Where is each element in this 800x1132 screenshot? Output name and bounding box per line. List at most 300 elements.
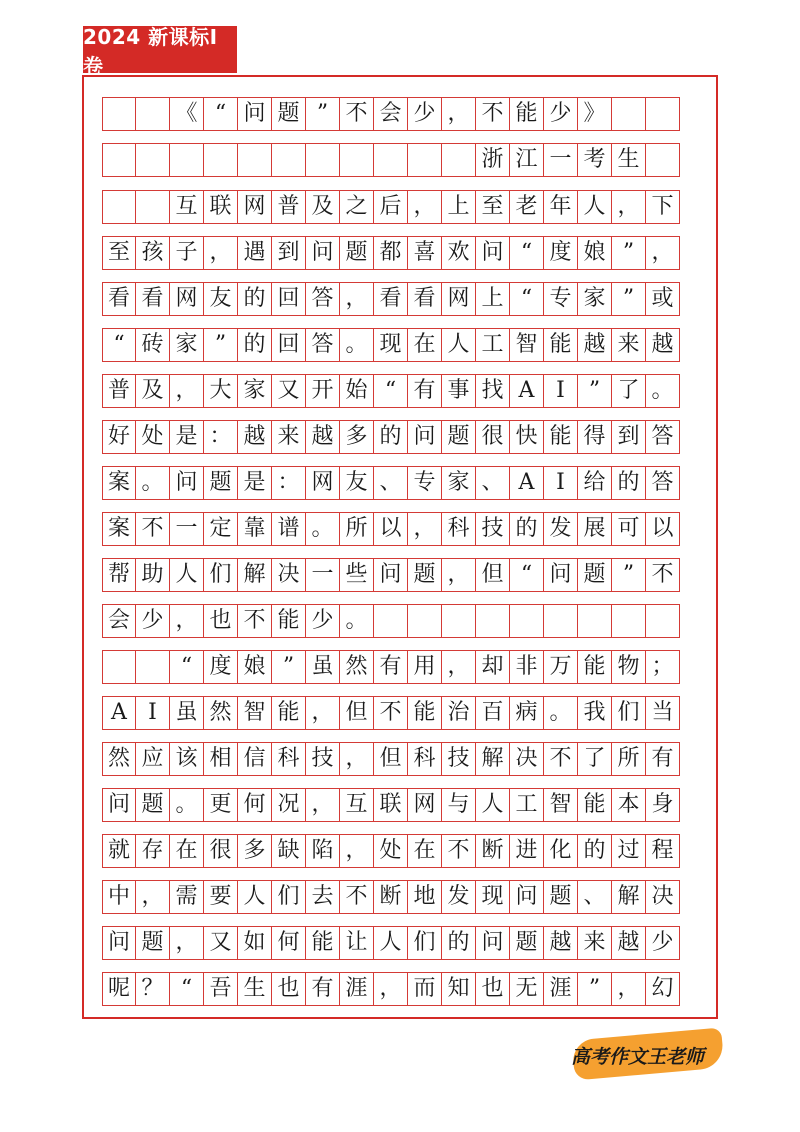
grid-cell: 娘 [238, 650, 272, 684]
grid-cell: ” [204, 328, 238, 362]
grid-cell: 是 [170, 420, 204, 454]
grid-cell: 可 [612, 512, 646, 546]
grid-cell: 来 [612, 328, 646, 362]
grid-cell: 越 [612, 926, 646, 960]
grid-cell: 发 [544, 512, 578, 546]
grid-cell: 们 [408, 926, 442, 960]
grid-cell [442, 143, 476, 177]
grid-cell: 江 [510, 143, 544, 177]
grid-cell: 虽 [306, 650, 340, 684]
grid-cell: 浙 [476, 143, 510, 177]
grid-cell: “ [510, 558, 544, 592]
grid-cell: 处 [374, 834, 408, 868]
grid-cell: 应 [136, 742, 170, 776]
grid-cell: 家 [238, 374, 272, 408]
grid-cell: 联 [374, 788, 408, 822]
grid-cell: 答 [646, 466, 680, 500]
grid-cell: 专 [544, 282, 578, 316]
grid-cell: ， [340, 834, 374, 868]
grid-cell: 陷 [306, 834, 340, 868]
grid-cell: “ [170, 650, 204, 684]
grid-cell [408, 143, 442, 177]
grid-cell: 展 [578, 512, 612, 546]
grid-cell: 何 [272, 926, 306, 960]
grid-cell: 喜 [408, 236, 442, 270]
grid-cell: 遇 [238, 236, 272, 270]
grid-cell: 工 [510, 788, 544, 822]
grid-cell: 况 [272, 788, 306, 822]
grid-row [102, 236, 698, 272]
grid-cell: 知 [442, 972, 476, 1006]
grid-cell: 但 [374, 742, 408, 776]
grid-cell: 答 [646, 420, 680, 454]
grid-cell: 进 [510, 834, 544, 868]
grid-cell: 们 [612, 696, 646, 730]
grid-cell: 所 [340, 512, 374, 546]
grid-cell: 工 [476, 328, 510, 362]
grid-cell: 题 [340, 236, 374, 270]
grid-cell: 、 [476, 466, 510, 500]
grid-cell: 看 [102, 282, 136, 316]
grid-cell: ， [204, 236, 238, 270]
grid-cell: 问 [476, 236, 510, 270]
grid-cell: 能 [272, 604, 306, 638]
grid-cell [136, 143, 170, 177]
grid-cell: 我 [578, 696, 612, 730]
grid-cell: 技 [442, 742, 476, 776]
grid-cell [476, 604, 510, 638]
watermark [565, 1030, 725, 1080]
grid-cell: 越 [238, 420, 272, 454]
grid-cell: 问 [510, 880, 544, 914]
grid-cell: ； [646, 650, 680, 684]
grid-cell: 地 [408, 880, 442, 914]
grid-cell [374, 143, 408, 177]
grid-cell: 的 [612, 466, 646, 500]
grid-cell: 不 [340, 97, 374, 131]
grid-row [102, 97, 698, 133]
grid-cell: ， [136, 880, 170, 914]
grid-cell [102, 97, 136, 131]
grid-cell: 又 [272, 374, 306, 408]
grid-cell: 事 [442, 374, 476, 408]
grid-cell: 能 [544, 420, 578, 454]
grid-cell: 能 [578, 788, 612, 822]
grid-cell: 。 [306, 512, 340, 546]
grid-cell: ” [612, 236, 646, 270]
grid-cell: 不 [340, 880, 374, 914]
grid-cell: 大 [204, 374, 238, 408]
grid-cell: 友 [340, 466, 374, 500]
grid-cell: 靠 [238, 512, 272, 546]
grid-cell: 以 [646, 512, 680, 546]
grid-cell: 虽 [170, 696, 204, 730]
grid-cell: 会 [102, 604, 136, 638]
grid-cell: 治 [442, 696, 476, 730]
grid-cell: 会 [374, 97, 408, 131]
grid-cell: 以 [374, 512, 408, 546]
grid-cell: 解 [238, 558, 272, 592]
grid-cell: 生 [612, 143, 646, 177]
grid-cell: 信 [238, 742, 272, 776]
grid-cell [170, 143, 204, 177]
grid-cell: 家 [170, 328, 204, 362]
grid-cell: 专 [408, 466, 442, 500]
grid-cell: 下 [646, 190, 680, 224]
grid-cell: 案 [102, 512, 136, 546]
grid-cell: 。 [544, 696, 578, 730]
grid-cell: 解 [612, 880, 646, 914]
grid-cell: 开 [306, 374, 340, 408]
grid-row [102, 650, 698, 686]
grid-cell [340, 143, 374, 177]
grid-cell: 来 [272, 420, 306, 454]
grid-cell: 至 [476, 190, 510, 224]
grid-cell: 物 [612, 650, 646, 684]
grid-cell: 幻 [646, 972, 680, 1006]
grid-cell: I [544, 466, 578, 500]
grid-cell: 年 [544, 190, 578, 224]
grid-cell: 题 [442, 420, 476, 454]
grid-cell: 何 [238, 788, 272, 822]
grid-cell: 始 [340, 374, 374, 408]
grid-cell [578, 604, 612, 638]
grid-cell: 人 [442, 328, 476, 362]
grid-cell: 问 [238, 97, 272, 131]
grid-cell: 不 [544, 742, 578, 776]
grid-cell: 所 [612, 742, 646, 776]
grid-cell: 要 [204, 880, 238, 914]
grid-cell: 科 [408, 742, 442, 776]
grid-cell: 生 [238, 972, 272, 1006]
grid-cell: 不 [476, 97, 510, 131]
grid-cell: ， [170, 926, 204, 960]
grid-cell: “ [510, 236, 544, 270]
grid-cell: 非 [510, 650, 544, 684]
grid-cell: 家 [578, 282, 612, 316]
grid-row [102, 143, 698, 179]
grid-cell: 存 [136, 834, 170, 868]
grid-cell: 不 [442, 834, 476, 868]
grid-row [102, 742, 698, 778]
grid-cell: 普 [272, 190, 306, 224]
grid-cell [102, 650, 136, 684]
grid-cell: ， [442, 97, 476, 131]
grid-cell: 互 [340, 788, 374, 822]
grid-cell: 决 [646, 880, 680, 914]
watermark-text: 高考作文王老师 [571, 1046, 705, 1068]
grid-cell: 然 [102, 742, 136, 776]
grid-cell: 少 [544, 97, 578, 131]
grid-cell: 如 [238, 926, 272, 960]
grid-cell: 网 [238, 190, 272, 224]
grid-cell: 得 [578, 420, 612, 454]
grid-cell: 却 [476, 650, 510, 684]
grid-cell: 的 [374, 420, 408, 454]
grid-cell: 断 [374, 880, 408, 914]
grid-cell: “ [510, 282, 544, 316]
grid-row [102, 926, 698, 962]
grid-cell: 人 [476, 788, 510, 822]
grid-cell: ？ [136, 972, 170, 1006]
grid-cell: ， [306, 696, 340, 730]
grid-cell: 看 [374, 282, 408, 316]
grid-row [102, 466, 698, 502]
grid-cell: 百 [476, 696, 510, 730]
grid-cell: 呢 [102, 972, 136, 1006]
grid-row [102, 604, 698, 640]
grid-cell: 也 [476, 972, 510, 1006]
grid-cell: ， [442, 558, 476, 592]
grid-cell [136, 190, 170, 224]
grid-cell: 。 [170, 788, 204, 822]
grid-cell: 上 [476, 282, 510, 316]
grid-cell: 身 [646, 788, 680, 822]
grid-cell [136, 97, 170, 131]
grid-cell: 了 [612, 374, 646, 408]
grid-cell: 人 [238, 880, 272, 914]
grid-cell [510, 604, 544, 638]
grid-cell: 一 [544, 143, 578, 177]
grid-cell [646, 604, 680, 638]
grid-cell: 科 [442, 512, 476, 546]
grid-cell: 不 [374, 696, 408, 730]
grid-cell: 去 [306, 880, 340, 914]
grid-cell: 需 [170, 880, 204, 914]
grid-cell: 让 [340, 926, 374, 960]
grid-cell: 来 [578, 926, 612, 960]
grid-cell: A [510, 374, 544, 408]
grid-cell: ， [646, 236, 680, 270]
grid-cell: 能 [306, 926, 340, 960]
grid-cell: 题 [544, 880, 578, 914]
grid-cell: ， [374, 972, 408, 1006]
grid-cell: 用 [408, 650, 442, 684]
grid-cell [544, 604, 578, 638]
grid-cell: 解 [476, 742, 510, 776]
grid-cell: 问 [306, 236, 340, 270]
grid-cell: 问 [544, 558, 578, 592]
grid-cell: 题 [510, 926, 544, 960]
grid-cell: 度 [204, 650, 238, 684]
grid-cell: 问 [476, 926, 510, 960]
grid-cell: 娘 [578, 236, 612, 270]
grid-row [102, 282, 698, 318]
grid-cell: 也 [272, 972, 306, 1006]
grid-cell: 中 [102, 880, 136, 914]
grid-cell: 题 [272, 97, 306, 131]
grid-cell: 、 [578, 880, 612, 914]
grid-cell: 答 [306, 328, 340, 362]
grid-cell [612, 604, 646, 638]
grid-cell: 很 [476, 420, 510, 454]
grid-cell: 然 [204, 696, 238, 730]
grid-cell: ， [612, 972, 646, 1006]
grid-cell: 《 [170, 97, 204, 131]
grid-cell: 、 [374, 466, 408, 500]
grid-cell [204, 143, 238, 177]
grid-cell: 更 [204, 788, 238, 822]
grid-cell: 当 [646, 696, 680, 730]
grid-cell: 。 [646, 374, 680, 408]
grid-cell: 本 [612, 788, 646, 822]
grid-cell: 涯 [340, 972, 374, 1006]
grid-row [102, 558, 698, 594]
grid-cell [238, 143, 272, 177]
grid-cell: 智 [238, 696, 272, 730]
grid-cell [646, 97, 680, 131]
grid-cell: 也 [204, 604, 238, 638]
grid-cell: 题 [204, 466, 238, 500]
grid-cell: 的 [578, 834, 612, 868]
grid-cell: 但 [476, 558, 510, 592]
grid-cell: 越 [306, 420, 340, 454]
grid-cell: 网 [442, 282, 476, 316]
grid-cell: 都 [374, 236, 408, 270]
grid-cell: 了 [578, 742, 612, 776]
grid-row [102, 788, 698, 824]
grid-cell: 智 [510, 328, 544, 362]
grid-cell: 能 [272, 696, 306, 730]
grid-cell: 吾 [204, 972, 238, 1006]
grid-cell: 至 [102, 236, 136, 270]
grid-cell: 多 [340, 420, 374, 454]
grid-cell: 谱 [272, 512, 306, 546]
grid-cell: 有 [374, 650, 408, 684]
grid-row [102, 512, 698, 548]
grid-cell: 不 [646, 558, 680, 592]
grid-cell: 有 [306, 972, 340, 1006]
grid-cell: 看 [136, 282, 170, 316]
grid-cell: 的 [238, 282, 272, 316]
grid-cell: 问 [408, 420, 442, 454]
grid-cell: 越 [578, 328, 612, 362]
grid-cell: ” [578, 972, 612, 1006]
grid-cell: 在 [408, 834, 442, 868]
grid-cell: 越 [646, 328, 680, 362]
grid-cell: 人 [170, 558, 204, 592]
grid-cell: “ [204, 97, 238, 131]
grid-cell: 一 [170, 512, 204, 546]
grid-cell: 网 [170, 282, 204, 316]
grid-cell: 度 [544, 236, 578, 270]
grid-cell: 回 [272, 328, 306, 362]
grid-cell: 处 [136, 420, 170, 454]
grid-cell: 些 [340, 558, 374, 592]
grid-cell: 。 [136, 466, 170, 500]
exam-tag: 2024 新课标Ⅰ卷 [83, 26, 237, 73]
grid-cell: 助 [136, 558, 170, 592]
grid-row [102, 972, 698, 1008]
grid-cell: 与 [442, 788, 476, 822]
grid-cell: ， [306, 788, 340, 822]
grid-cell: ： [204, 420, 238, 454]
grid-row [102, 374, 698, 410]
grid-row [102, 696, 698, 732]
grid-cell: 涯 [544, 972, 578, 1006]
grid-cell: 互 [170, 190, 204, 224]
grid-cell: ， [340, 282, 374, 316]
grid-cell: ” [306, 97, 340, 131]
grid-cell: 欢 [442, 236, 476, 270]
grid-cell: 后 [374, 190, 408, 224]
grid-cell: I [544, 374, 578, 408]
grid-cell: 很 [204, 834, 238, 868]
grid-cell: 帮 [102, 558, 136, 592]
grid-cell: 们 [204, 558, 238, 592]
grid-cell: ， [170, 604, 204, 638]
grid-cell: 能 [544, 328, 578, 362]
grid-cell: I [136, 696, 170, 730]
grid-cell: ， [340, 742, 374, 776]
grid-cell: 科 [272, 742, 306, 776]
grid-cell [136, 650, 170, 684]
grid-cell: 无 [510, 972, 544, 1006]
grid-cell: 的 [238, 328, 272, 362]
grid-cell: 有 [408, 374, 442, 408]
grid-row [102, 420, 698, 456]
grid-cell: 而 [408, 972, 442, 1006]
grid-cell [408, 604, 442, 638]
grid-cell: ： [272, 466, 306, 500]
grid-cell: 普 [102, 374, 136, 408]
grid-cell: 程 [646, 834, 680, 868]
grid-row [102, 328, 698, 364]
grid-cell: 及 [306, 190, 340, 224]
grid-cell: 化 [544, 834, 578, 868]
grid-cell: 上 [442, 190, 476, 224]
grid-cell: “ [102, 328, 136, 362]
grid-cell: 好 [102, 420, 136, 454]
grid-cell: 找 [476, 374, 510, 408]
grid-cell: 智 [544, 788, 578, 822]
grid-cell: ” [612, 282, 646, 316]
grid-cell: 在 [170, 834, 204, 868]
grid-cell: 联 [204, 190, 238, 224]
grid-cell: 快 [510, 420, 544, 454]
grid-cell: 网 [408, 788, 442, 822]
grid-cell: 断 [476, 834, 510, 868]
grid-cell: 然 [340, 650, 374, 684]
grid-cell: 及 [136, 374, 170, 408]
grid-cell: 不 [136, 512, 170, 546]
grid-cell: 能 [510, 97, 544, 131]
grid-cell: 案 [102, 466, 136, 500]
grid-cell: 老 [510, 190, 544, 224]
grid-cell: 相 [204, 742, 238, 776]
grid-cell: A [510, 466, 544, 500]
grid-cell [612, 97, 646, 131]
grid-cell: 题 [136, 926, 170, 960]
grid-cell: 问 [102, 788, 136, 822]
grid-cell [102, 143, 136, 177]
grid-cell: 现 [476, 880, 510, 914]
grid-cell [374, 604, 408, 638]
grid-cell [442, 604, 476, 638]
grid-cell: 一 [306, 558, 340, 592]
grid-cell: 技 [306, 742, 340, 776]
grid-cell: 到 [612, 420, 646, 454]
grid-cell: 少 [306, 604, 340, 638]
grid-cell: 能 [578, 650, 612, 684]
grid-cell: 万 [544, 650, 578, 684]
grid-cell: 考 [578, 143, 612, 177]
grid-cell: 给 [578, 466, 612, 500]
grid-cell: 看 [408, 282, 442, 316]
grid-cell: 技 [476, 512, 510, 546]
grid-cell: 题 [578, 558, 612, 592]
grid-cell: 。 [340, 604, 374, 638]
